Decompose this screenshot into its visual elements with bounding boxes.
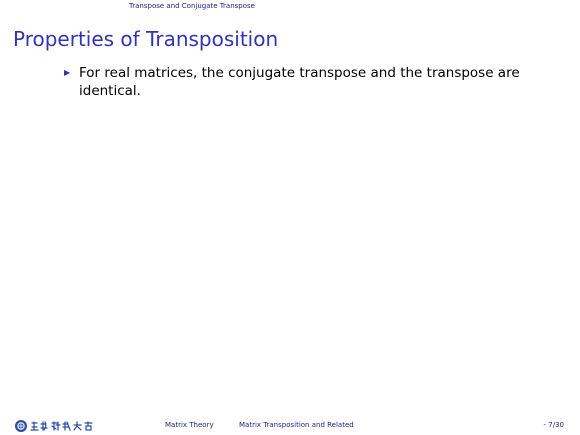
university-logo xyxy=(14,419,96,433)
footer-short-title: Matrix Transposition and Related xyxy=(239,421,354,429)
footer xyxy=(0,418,580,434)
bullet-list xyxy=(64,64,554,100)
footer-page-number: - 7/30 xyxy=(543,421,564,429)
section-header[interactable]: Transpose and Conjugate Transpose xyxy=(129,2,255,10)
bullet-text: For real matrices, the conjugate transpose and the transpose are identical. xyxy=(79,65,520,99)
frame-title: Properties of Transposition xyxy=(13,27,279,51)
triangle-bullet-icon: ▶ xyxy=(64,68,71,77)
footer-author: Matrix Theory xyxy=(165,421,214,429)
bullet-item xyxy=(64,64,554,100)
